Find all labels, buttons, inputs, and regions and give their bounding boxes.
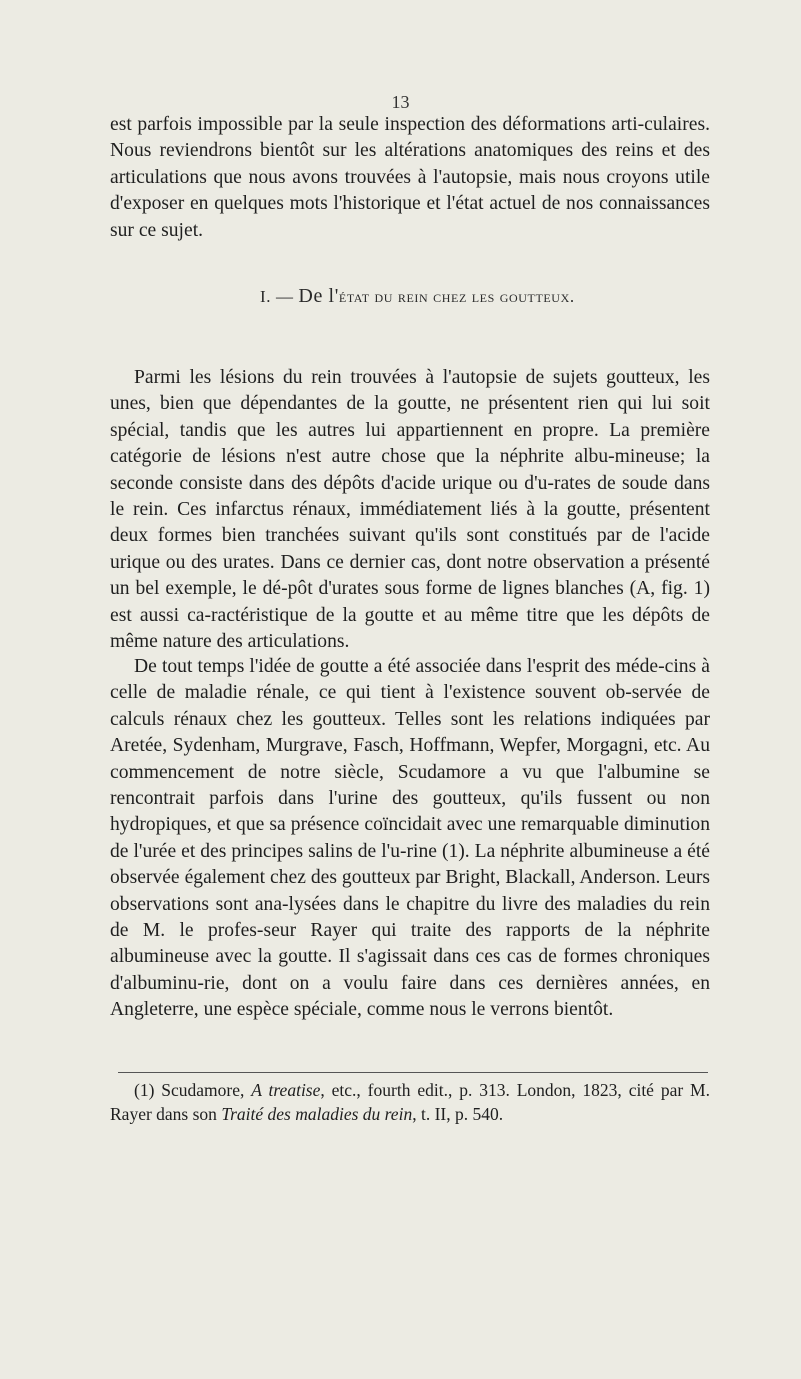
footnote-divider bbox=[118, 1072, 708, 1073]
paragraph-intro bbox=[110, 112, 710, 244]
page-number: 13 bbox=[391, 92, 410, 112]
footnote bbox=[110, 1078, 710, 1126]
footnote-cited-work: Traité des maladies du rein bbox=[221, 1104, 413, 1124]
paragraph-intro-text: est parfois impossible par la seule inspection des déformations arti-culaires. Nous reviendrons bientôt sur les altérations anatomiques des reins et des articulations que nous avons trouvées à l'autopsie, mais nous croyons utile d'exposer en quelques mots l'historique et l'état actuel de nos connaissances sur ce sujet. bbox=[110, 114, 710, 241]
paragraph-lesions bbox=[110, 365, 710, 655]
section-numeral: I. — bbox=[260, 287, 294, 306]
footnote-end: , t. II, p. 540. bbox=[412, 1104, 504, 1124]
paragraph-history bbox=[110, 654, 710, 1024]
footnote-marker: (1) Scudamore, bbox=[134, 1080, 245, 1100]
footnote-work-title: A treatise bbox=[251, 1080, 321, 1100]
footnote-middle: , etc., fourth edit., p. 313. London, 1823, cité par M. Rayer dans son bbox=[110, 1080, 710, 1124]
section-heading bbox=[260, 285, 575, 308]
paragraph-history-text: De tout temps l'idée de goutte a été associée dans l'esprit des méde-cins à celle de maladie rénale, ce qui tient à l'existence souvent ob-servée de calculs rénaux chez les goutteux. Telles sont les relations indiquées par Aretée, Sydenham, Murgrave, Fasch, Hoffmann, Wepfer, Morgagni, etc. Au commencement de notre siècle, Scudamore a vu que l'albumine se rencontrait parfois dans l'urine des goutteux, qu'ils fussent ou non hydropiques, et que sa présence coïncidait avec une remarquable diminution de l'urée et des principes salins de l'u-rine (1). La néphrite albumineuse a été observée également chez des goutteux par Bright, Blackall, Anderson. Leurs observations sont ana-lysées dans le chapitre du livre des maladies du rein de M. le profes-seur Rayer qui traite des rapports de la néphrite albumineuse avec la goutte. Il s'agissait dans ces cas de formes chroniques d'albuminu-rie, dont on a voulu faire dans ces dernières années, en Angleterre, une espèce spéciale, comme nous le verrons bientôt. bbox=[110, 656, 710, 1021]
section-title: état du rein chez les goutteux. bbox=[338, 287, 575, 306]
section-title-initial: De l' bbox=[298, 285, 339, 307]
paragraph-lesions-text: Parmi les lésions du rein trouvées à l'autopsie de sujets goutteux, les unes, bien que dépendantes de la goutte, ne présentent rien qui lui soit spécial, tandis que les autres lui appartiennent en propre. La première catégorie de lésions n'est autre chose que la néphrite albu-mineuse; la seconde consiste dans des dépôts d'acide urique ou d'u-rates de soude dans le rein. Ces infarctus rénaux, immédiatement liés à la goutte, présentent deux formes bien tranchées suivant qu'ils sont constitués par de l'acide urique ou des urates. Dans ce dernier cas, dont notre observation a présenté un bel exemple, le dé-pôt d'urates sous forme de lignes blanches (A, fig. 1) est aussi ca-ractéristique de la goutte et au même titre que les dépôts de même nature des articulations. bbox=[110, 367, 710, 653]
